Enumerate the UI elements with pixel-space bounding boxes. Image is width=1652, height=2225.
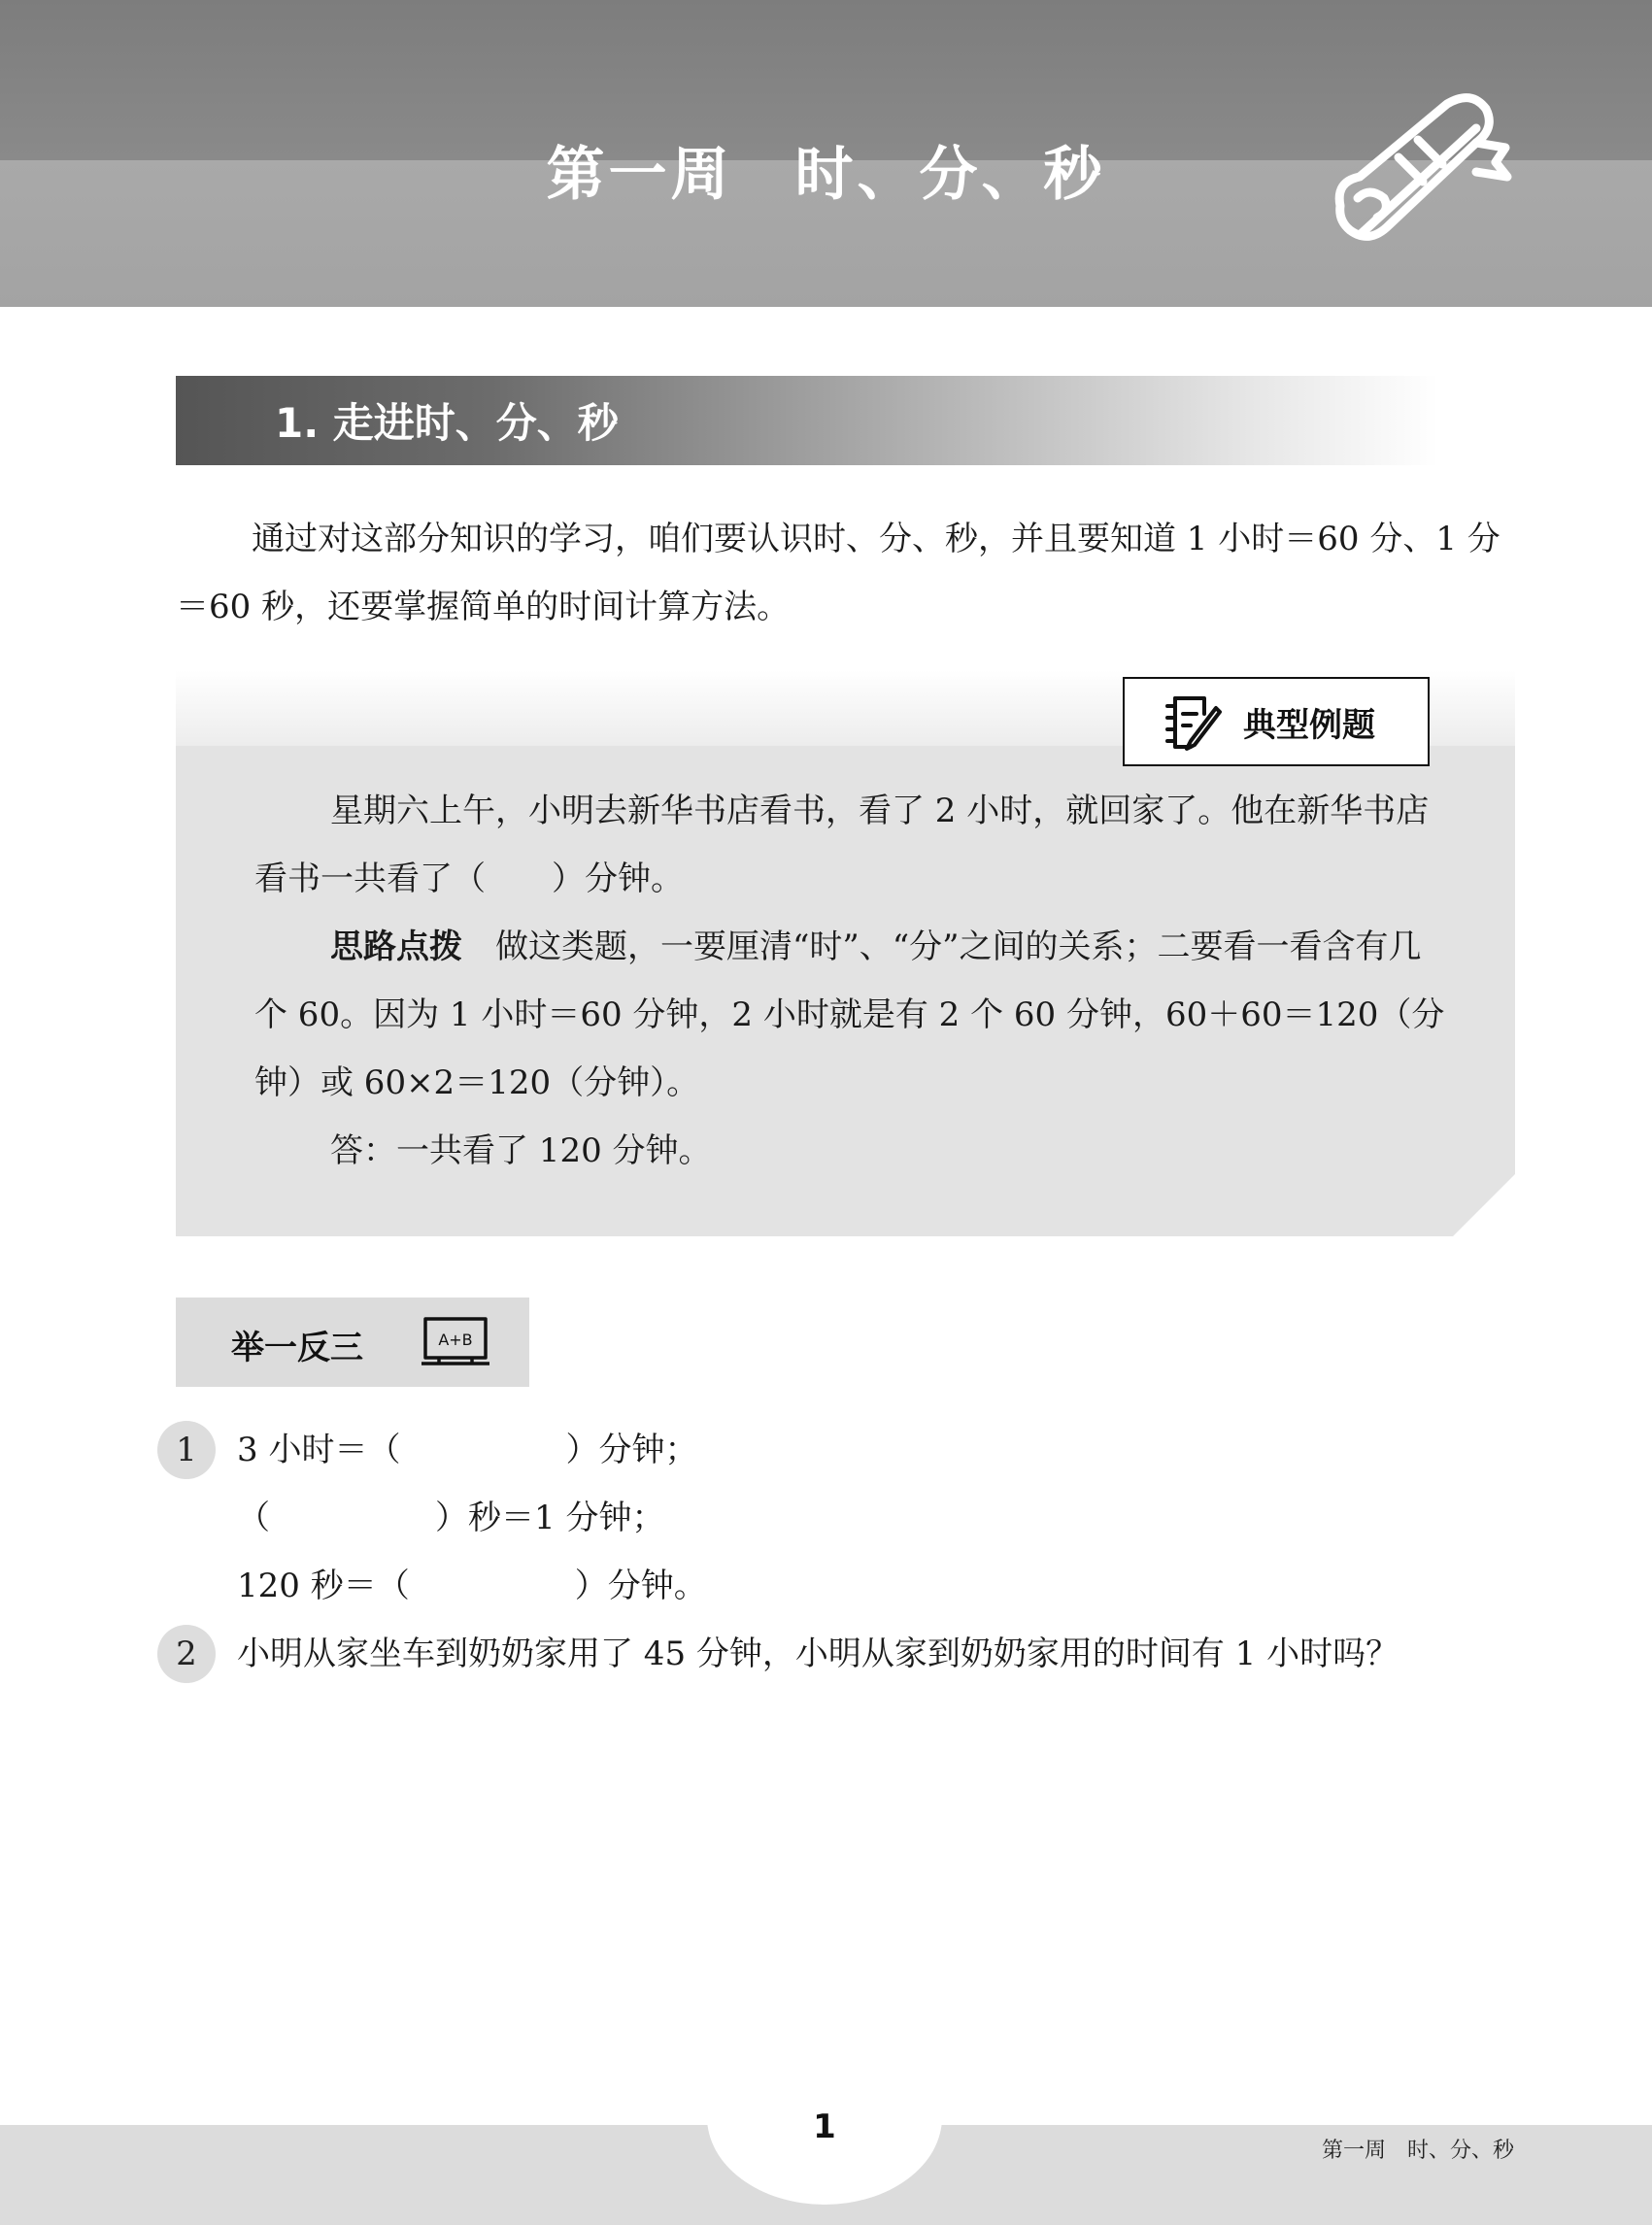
blackboard-icon — [420, 1315, 491, 1371]
example-answer: 答：一共看了 120 分钟。 — [330, 1131, 712, 1170]
section-title: 1. 走进时、分、秒 — [275, 399, 619, 447]
page-number: 1 — [813, 2107, 836, 2146]
blackboard-text: A+B — [438, 1331, 473, 1349]
example-tag — [1123, 677, 1430, 766]
running-title: 第一周 时、分、秒 — [1321, 2139, 1514, 2163]
question-2-line-1: 小明从家坐车到奶奶家用了 45 分钟，小明从家到奶奶家用的时间有 1 小时吗？ — [237, 1635, 1399, 1673]
question-number-badge: 1 — [157, 1421, 216, 1479]
practice-tab — [176, 1298, 529, 1387]
pen-notepad-icon — [1162, 692, 1226, 753]
example-tag-label: 典型例题 — [1243, 706, 1375, 745]
section-banner — [176, 376, 1438, 465]
question-1-line-1: 3 小时＝（ ）分钟； — [237, 1431, 698, 1469]
question-number-badge: 2 — [157, 1625, 216, 1683]
hint-text: 做这类题，一要厘清“时”、“分”之间的关系；二要看一看含有几个 60。因为 1 小时＝60 分钟，2 小时就是有 2 个 60 分钟，60＋60＝120（分钟）或 60×2＝120（分钟）。 — [254, 927, 1445, 1102]
question-1-line-2: （ ）秒＝1 分钟； — [237, 1499, 665, 1537]
example-problem: 星期六上午，小明去新华书店看书，看了 2 小时，就回家了。他在新华书店看书一共看了（ ）分钟。 — [254, 792, 1430, 898]
intro-paragraph: 通过对这部分知识的学习，咱们要认识时、分、秒，并且要知道 1 小时＝60 分、1 分＝60 秒，还要掌握简单的时间计算方法。 — [176, 520, 1500, 626]
practice-label: 举一反三 — [231, 1329, 363, 1367]
hint-label: 思路点拨 — [330, 927, 462, 966]
example-hint — [254, 913, 1451, 1117]
chapter-title: 第一周 时、分、秒 — [546, 141, 1106, 209]
question-1-line-3: 120 秒＝（ ）分钟。 — [237, 1567, 707, 1605]
scroll-icon — [1331, 89, 1515, 254]
